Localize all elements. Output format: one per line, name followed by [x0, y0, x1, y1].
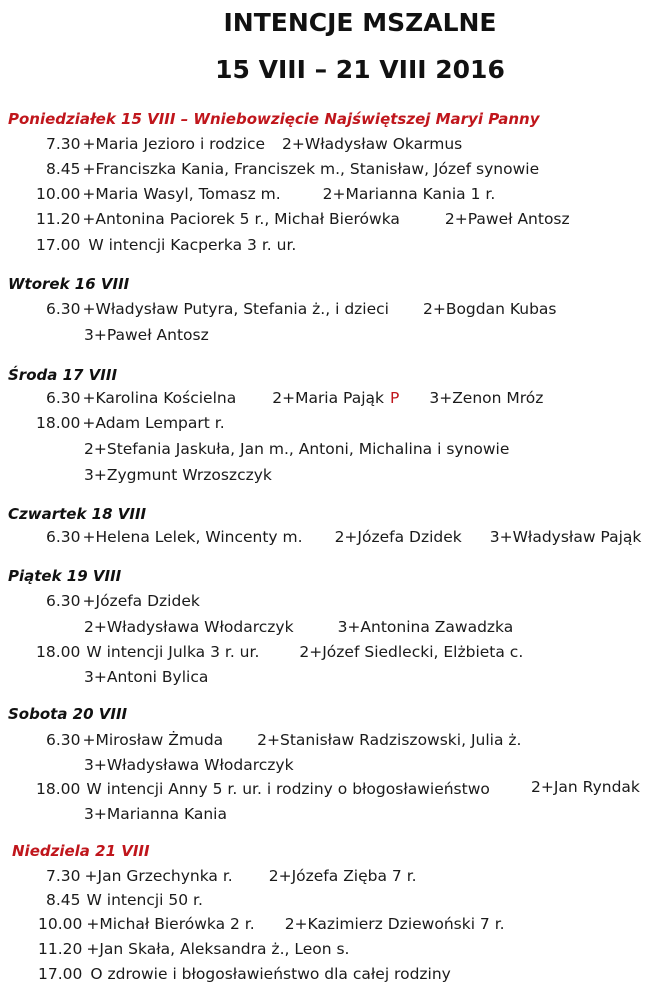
day-heading-thursday: Czwartek 18 VIII	[8, 505, 147, 523]
intention-text-2: 2+Józefa Dzidek	[334, 528, 462, 546]
intention-row	[46, 592, 200, 610]
intention-row	[36, 414, 225, 432]
mass-time: 6.30	[46, 731, 81, 749]
intention-row	[46, 867, 417, 885]
intention-text: +Adam Lempart r.	[82, 414, 225, 432]
intention-row	[84, 618, 513, 636]
intention-row	[84, 326, 209, 344]
intention-text: W intencji 50 r.	[86, 891, 203, 909]
intention-row	[46, 389, 543, 407]
intention-row	[46, 300, 557, 318]
intention-text: 3+Antoni Bylica	[84, 668, 209, 686]
intention-text: +Jan Grzechynka r.	[84, 867, 233, 885]
intention-row	[36, 185, 495, 203]
intention-text-2: 2+Paweł Antosz	[444, 210, 570, 228]
day-heading-wednesday: Środa 17 VIII	[8, 366, 118, 384]
mass-time: 10.00	[36, 185, 81, 203]
intention-row	[84, 466, 272, 484]
intention-text: +Józefa Dzidek	[82, 592, 200, 610]
mass-time: 7.30	[46, 867, 81, 885]
intention-text-2: 2+Stanisław Radziszowski, Julia ż.	[257, 731, 522, 749]
intention-row	[46, 528, 641, 546]
day-heading-sunday: Niedziela 21 VIII	[12, 842, 150, 860]
mass-time: 11.20	[38, 940, 83, 958]
intention-text: O zdrowie i błogosławieństwo dla całej rodziny	[90, 965, 451, 983]
intention-text: +Michał Bierówka 2 r.	[86, 915, 255, 933]
intention-row	[38, 940, 350, 958]
intention-text-3: 3+Zenon Mróz	[429, 389, 544, 407]
intention-text-3: 3+Władysław Pająk	[489, 528, 642, 546]
intention-text: +Franciszka Kania, Franciszek m., Stanisław, Józef synowie	[82, 160, 540, 178]
intention-row	[84, 756, 294, 774]
intention-row	[36, 780, 490, 798]
mass-time: 6.30	[46, 528, 81, 546]
intention-text: +Helena Lelek, Wincenty m.	[82, 528, 303, 546]
intention-text-2: 2+Maria Pająk	[272, 389, 384, 407]
mass-time: 17.00	[38, 965, 83, 983]
mass-time: 8.45	[46, 160, 81, 178]
intention-text-2: 2+Jan Ryndak	[531, 778, 640, 796]
mass-time: 18.00	[36, 780, 81, 798]
mass-time: 11.20	[36, 210, 81, 228]
intention-text: W intencji Anny 5 r. ur. i rodziny o błogosławieństwo	[86, 780, 490, 798]
intention-text: +Karolina Kościelna	[82, 389, 237, 407]
date-range: 15 VIII – 21 VIII 2016	[215, 55, 505, 84]
mass-time: 8.45	[46, 891, 81, 909]
intention-row	[38, 965, 451, 983]
intention-text: +Władysław Putyra, Stefania ż., i dzieci	[82, 300, 389, 318]
intention-text: +Maria Jezioro i rodzice	[82, 135, 266, 153]
intention-text-2: 3+Antonina Zawadzka	[337, 618, 514, 636]
intention-text: +Mirosław Żmuda	[82, 731, 224, 749]
intention-row	[36, 210, 570, 228]
intention-text-2: 2+Józefa Zięba 7 r.	[268, 867, 417, 885]
day-heading-saturday: Sobota 20 VIII	[8, 705, 128, 723]
day-heading-tuesday: Wtorek 16 VIII	[8, 275, 130, 293]
intention-row	[84, 440, 509, 458]
intention-row	[84, 805, 227, 823]
intention-text-2: 2+Kazimierz Dziewoński 7 r.	[284, 915, 505, 933]
day-heading-monday: Poniedziałek 15 VIII – Wniebowzięcie Najświętszej Maryi Panny	[8, 110, 540, 128]
page-title: INTENCJE MSZALNE	[223, 8, 497, 37]
intention-text-2: 2+Władysław Okarmus	[282, 135, 463, 153]
day-heading-friday: Piątek 19 VIII	[8, 567, 122, 585]
intention-text: 3+Paweł Antosz	[84, 326, 209, 344]
intention-row	[84, 668, 208, 686]
intention-row	[531, 778, 640, 796]
intention-text: +Maria Wasyl, Tomasz m.	[82, 185, 281, 203]
intention-row	[46, 160, 539, 178]
mass-time: 18.00	[36, 414, 81, 432]
intention-text: 3+Marianna Kania	[84, 805, 227, 823]
mass-time: 6.30	[46, 389, 81, 407]
intention-text-2: 2+Marianna Kania 1 r.	[322, 185, 496, 203]
intention-row	[46, 731, 521, 749]
intention-text: 3+Zygmunt Wrzoszczyk	[84, 466, 272, 484]
intention-row	[36, 236, 296, 254]
intention-text: 2+Stefania Jaskuła, Jan m., Antoni, Michalina i synowie	[84, 440, 510, 458]
mass-time: 7.30	[46, 135, 81, 153]
intention-text: 3+Władysława Włodarczyk	[84, 756, 294, 774]
intention-row	[36, 643, 523, 661]
mass-time: 17.00	[36, 236, 81, 254]
mass-time: 6.30	[46, 592, 81, 610]
intention-row	[38, 915, 505, 933]
intention-row	[46, 135, 462, 153]
mass-time: 6.30	[46, 300, 81, 318]
intention-text-2: 2+Bogdan Kubas	[422, 300, 557, 318]
mass-time: 18.00	[36, 643, 81, 661]
intention-text: +Antonina Paciorek 5 r., Michał Bierówka	[82, 210, 400, 228]
intention-text: 2+Władysława Włodarczyk	[84, 618, 294, 636]
intention-text: W intencji Julka 3 r. ur.	[86, 643, 260, 661]
intention-text: +Jan Skała, Aleksandra ż., Leon s.	[86, 940, 350, 958]
red-mark: P	[389, 389, 400, 407]
intention-text-2: 2+Józef Siedlecki, Elżbieta c.	[299, 643, 524, 661]
mass-time: 10.00	[38, 915, 83, 933]
intention-text: W intencji Kacperka 3 r. ur.	[88, 236, 297, 254]
intention-row	[46, 891, 203, 909]
